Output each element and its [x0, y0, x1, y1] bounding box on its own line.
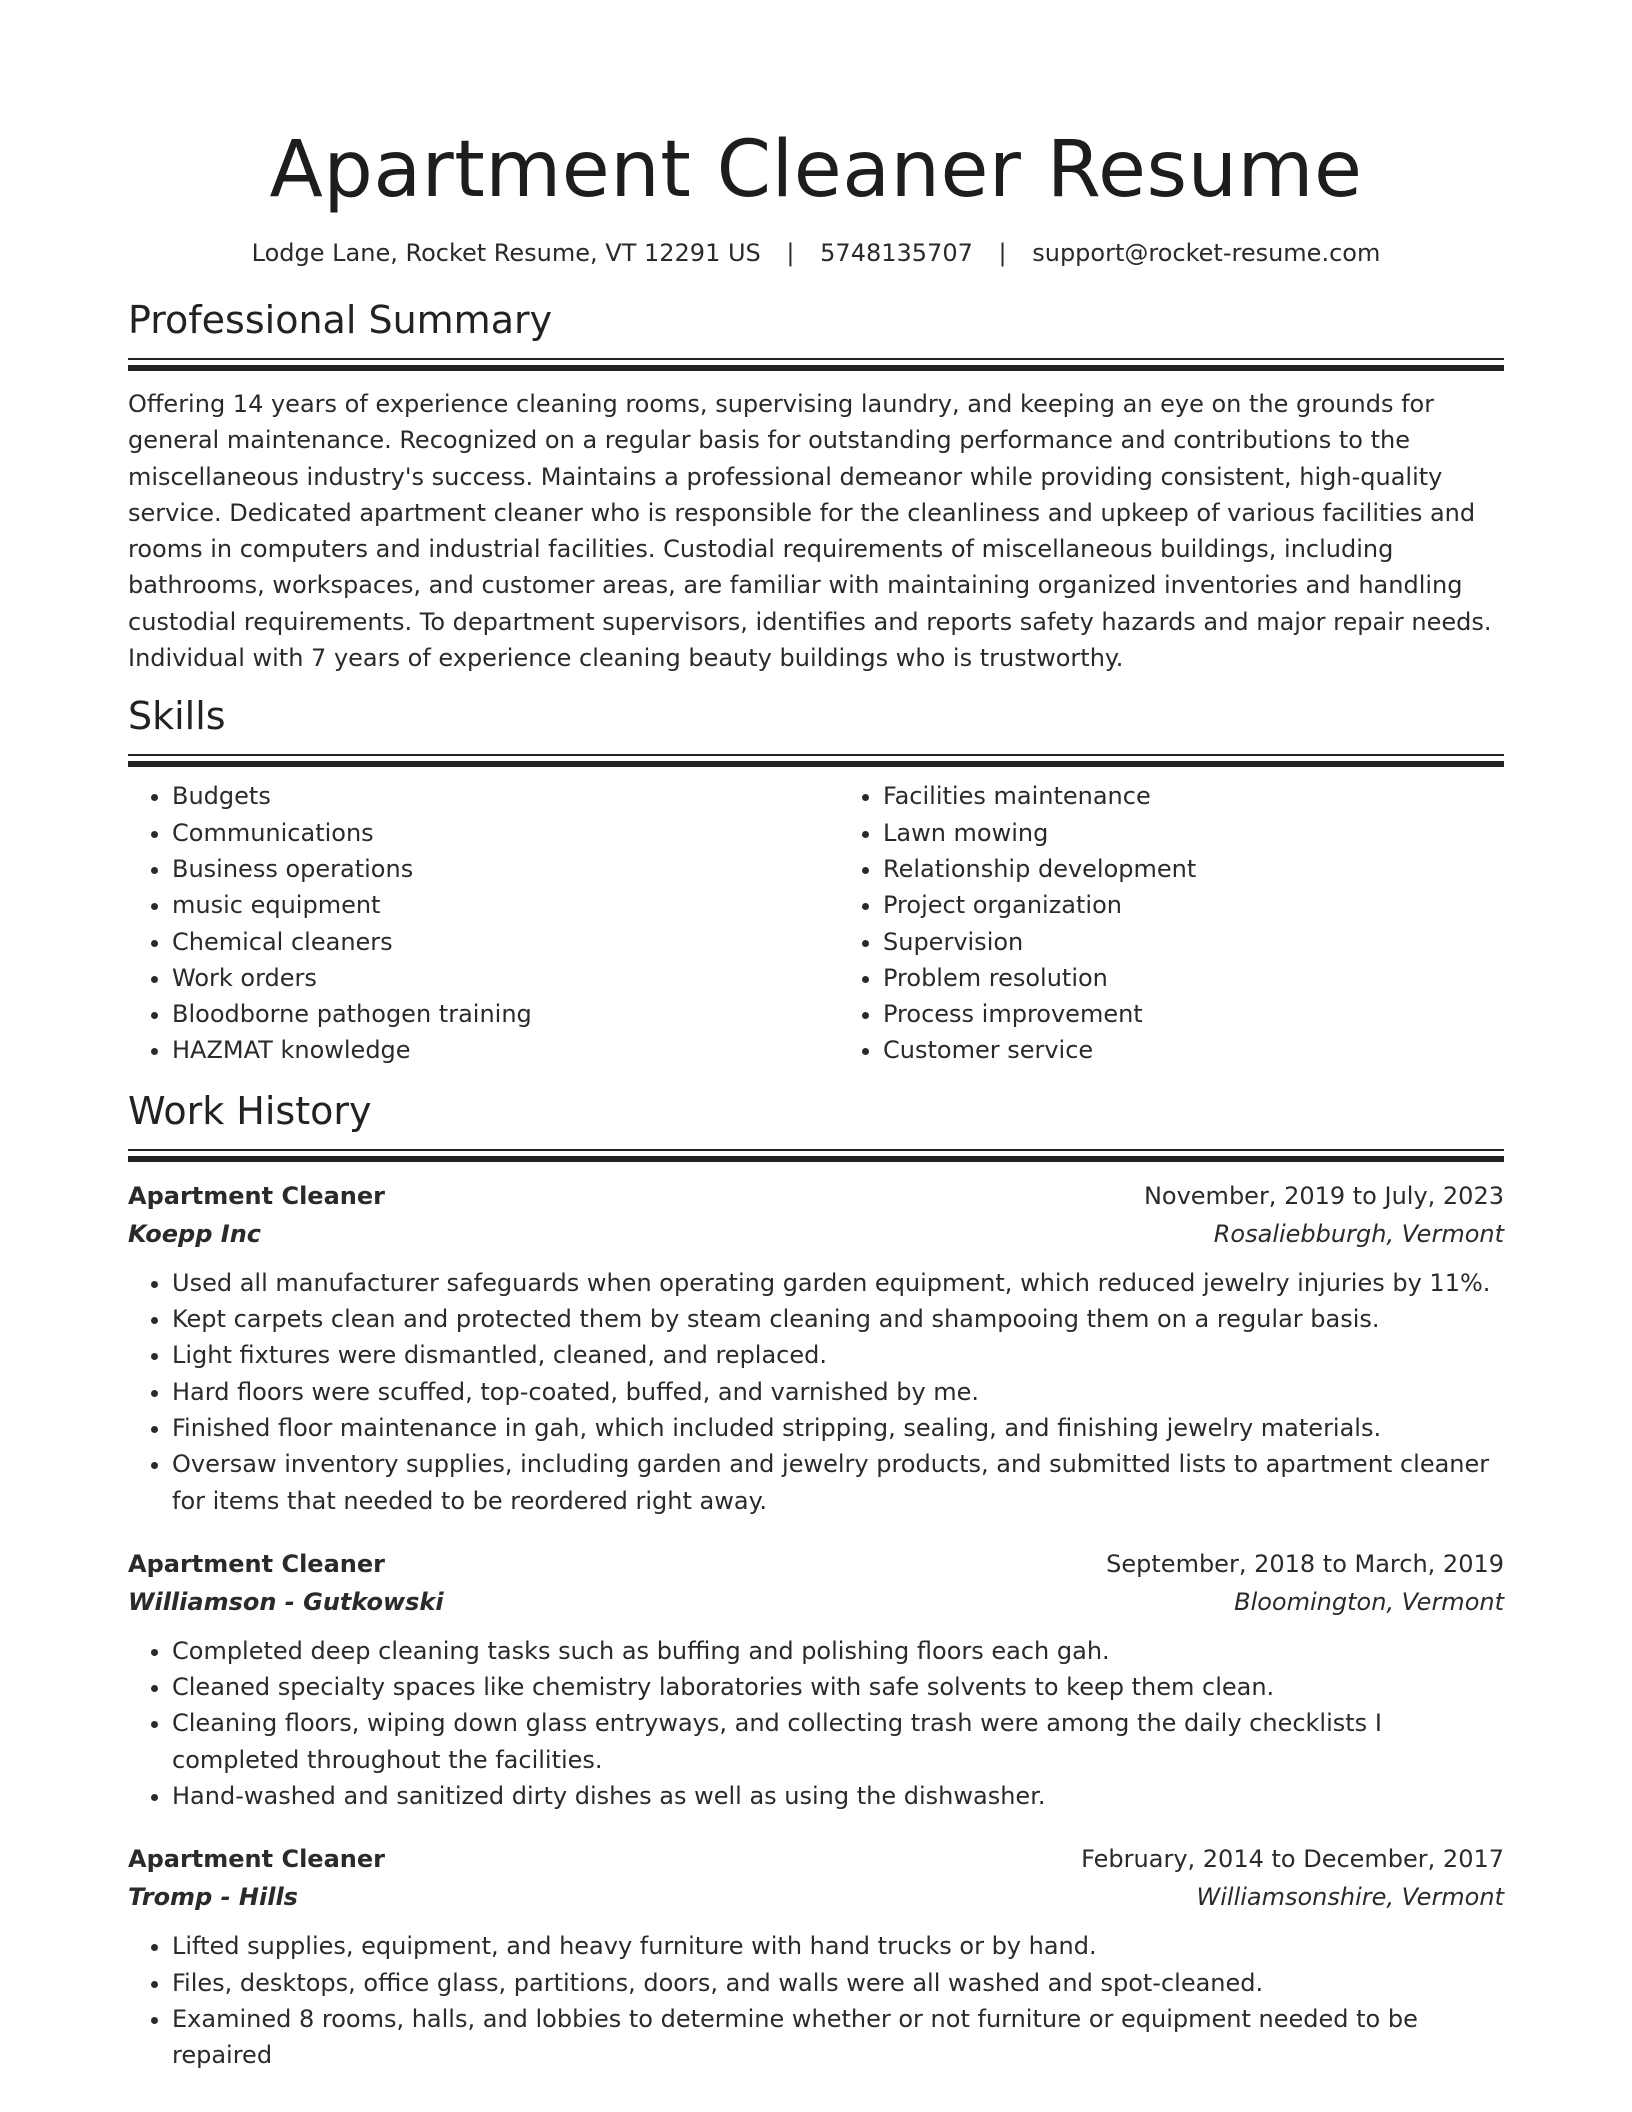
job-bullet: • Oversaw inventory supplies, including garden and jewelry products, and submitted lists to apartment cleaner for items that needed to be reordered right away.: [172, 1446, 1504, 1519]
job-bullet: • Hand-washed and sanitized dirty dishes as well as using the dishwasher.: [172, 1778, 1504, 1814]
section-heading: Professional Summary: [128, 298, 553, 342]
skill-item: • Budgets: [172, 778, 793, 814]
job-bullet: • Used all manufacturer safeguards when operating garden equipment, which reduced jewelry injuries by 11%.: [172, 1265, 1504, 1301]
job-company-row: [128, 1583, 1504, 1621]
skill-item: • Communications: [172, 815, 793, 851]
job-title: Apartment Cleaner: [128, 1549, 385, 1578]
skill-item: • Business operations: [172, 851, 793, 887]
contact-line: [128, 236, 1504, 270]
skill-item: • Relationship development: [883, 851, 1504, 887]
contact-address: Lodge Lane, Rocket Resume, VT 12291 US: [251, 239, 761, 267]
job-company: Tromp - Hills: [128, 1883, 298, 1912]
job-title: Apartment Cleaner: [128, 1181, 385, 1210]
job-bullet: • Finished floor maintenance in gah, which included stripping, sealing, and finishing jewelry materials.: [172, 1410, 1504, 1446]
summary-text: Offering 14 years of experience cleaning rooms, supervising laundry, and keeping an eye on the grounds for general maintenance. Recognized on a regular basis for outstanding performance and contributions to the miscellaneous industry's success. Maintains a professional demeanor while providing consistent, high-quality service. Dedicated apartment cleaner who is responsible for the cleanliness and upkeep of various facilities and rooms in computers and industrial facilities. Custodial requirements of miscellaneous buildings, including bathrooms, workspaces, and customer areas, are familiar with maintaining organized inventories and handling custodial requirements. To department supervisors, identifies and reports safety hazards and major repair needs. Individual with 7 years of experience cleaning beauty buildings who is trustworthy.: [128, 390, 1492, 673]
job-bullet: • Cleaned specialty spaces like chemistry laboratories with safe solvents to keep them clean.: [172, 1669, 1504, 1705]
job-bullets: [128, 1633, 1504, 1814]
job-header-row: [128, 1545, 1504, 1583]
skill-item: • Problem resolution: [883, 960, 1504, 996]
section-heading: Skills: [128, 694, 226, 739]
skill-item: • Supervision: [883, 924, 1504, 960]
skills-list-right: [839, 778, 1504, 1068]
job-company-row: [128, 1215, 1504, 1253]
job-bullet: • Completed deep cleaning tasks such as buffing and polishing floors each gah.: [172, 1633, 1504, 1669]
skill-item: • music equipment: [172, 887, 793, 923]
skill-item: • Project organization: [883, 887, 1504, 923]
job-entry: [128, 1177, 1504, 1519]
summary-section: [128, 296, 1504, 676]
job-bullets: [128, 1265, 1504, 1519]
contact-email: support@rocket-resume.com: [1032, 239, 1381, 267]
skills-columns: [128, 778, 1504, 1068]
job-bullets: [128, 1928, 1504, 2073]
skill-item: • Work orders: [172, 960, 793, 996]
resume-content: [128, 0, 1504, 2074]
job-bullet: • Cleaning floors, wiping down glass entryways, and collecting trash were among the daily checklists I completed throughout the facilities.: [172, 1705, 1504, 1778]
job-dates: February, 2014 to December, 2017: [1081, 1845, 1504, 1874]
job-location: Bloomington, Vermont: [1234, 1587, 1504, 1616]
skill-item: • HAZMAT knowledge: [172, 1032, 793, 1068]
section-divider: [128, 358, 1504, 370]
job-location: Rosaliebburgh, Vermont: [1213, 1219, 1504, 1248]
work-history-section: [128, 1087, 1504, 2074]
skill-item: • Customer service: [883, 1032, 1504, 1068]
contact-separator: |: [998, 239, 1007, 267]
job-entry: [128, 1545, 1504, 1814]
job-title: Apartment Cleaner: [128, 1845, 385, 1874]
skill-item: • Facilities maintenance: [883, 778, 1504, 814]
job-location: Williamsonshire, Vermont: [1196, 1883, 1504, 1912]
skill-item: • Process improvement: [883, 996, 1504, 1032]
section-heading: Work History: [128, 1088, 372, 1133]
section-divider: [128, 754, 1504, 766]
job-dates: November, 2019 to July, 2023: [1143, 1181, 1504, 1210]
job-bullet: • Files, desktops, office glass, partitions, doors, and walls were all washed and spot-cleaned.: [172, 1965, 1504, 2001]
contact-separator: |: [786, 239, 795, 267]
job-header-row: [128, 1177, 1504, 1215]
job-header-row: [128, 1840, 1504, 1878]
job-bullet: • Hard floors were scuffed, top-coated, buffed, and varnished by me.: [172, 1374, 1504, 1410]
job-entry: [128, 1840, 1504, 2073]
job-bullet: • Kept carpets clean and protected them by steam cleaning and shampooing them on a regular basis.: [172, 1301, 1504, 1337]
skill-item: • Lawn mowing: [883, 815, 1504, 851]
skill-item: • Chemical cleaners: [172, 924, 793, 960]
job-bullet: • Light fixtures were dismantled, cleaned, and replaced.: [172, 1337, 1504, 1373]
skill-item: • Bloodborne pathogen training: [172, 996, 793, 1032]
job-bullet: • Examined 8 rooms, halls, and lobbies to determine whether or not furniture or equipment needed to be repaired: [172, 2001, 1504, 2074]
skills-list-left: [128, 778, 793, 1068]
job-dates: September, 2018 to March, 2019: [1106, 1549, 1504, 1578]
job-company-row: [128, 1878, 1504, 1916]
job-company: Williamson - Gutkowski: [128, 1587, 444, 1616]
job-company: Koepp Inc: [128, 1219, 262, 1248]
job-bullet: • Lifted supplies, equipment, and heavy furniture with hand trucks or by hand.: [172, 1928, 1504, 1964]
skills-section: [128, 692, 1504, 1068]
section-divider: [128, 1149, 1504, 1161]
resume-title: Apartment Cleaner Resume: [269, 125, 1363, 215]
contact-phone: 5748135707: [820, 239, 973, 267]
